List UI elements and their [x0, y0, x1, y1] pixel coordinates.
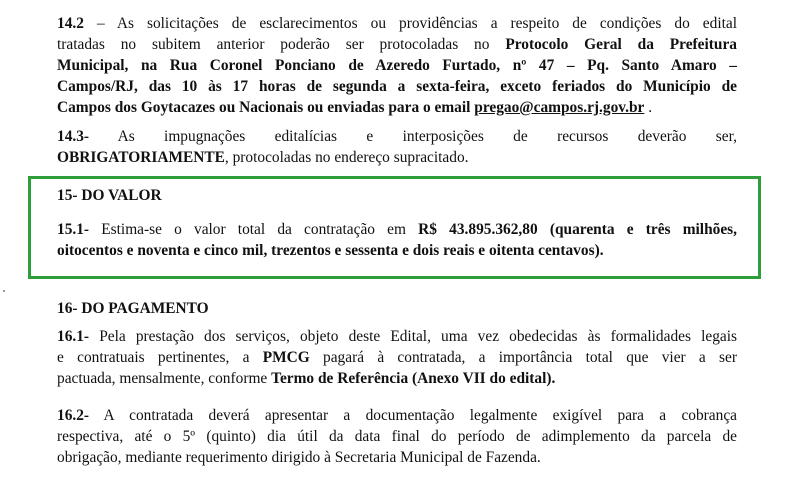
heading-15-do-valor: 15- DO VALOR — [57, 187, 162, 204]
text-line: Municipal, na Rua Coronel Ponciano de Azeredo Furtado, nº 47 – Pq. Santo Amaro – — [57, 57, 737, 74]
paragraph-14-2 — [57, 13, 737, 118]
paragraph-16-2 — [57, 405, 737, 468]
text-line: Campos dos Goytacazes ou Nacionais ou enviadas para o email pregao@campos.rj.gov.br . — [57, 99, 653, 116]
text-line: OBRIGATORIAMENTE, protocoladas no endereço supracitado. — [57, 149, 469, 166]
text-line: 14.2 – As solicitações de esclarecimentos ou providências a respeito de condições do edital — [57, 15, 737, 32]
text-line: 16.2- A contratada deverá apresentar a documentação legalmente exigível para a cobrança — [57, 407, 737, 424]
text-line: oitocentos e noventa e cinco mil, trezentos e sessenta e dois reais e oitenta centavos). — [57, 242, 604, 259]
text-line: 14.3- As impugnações editalícias e interposições de recursos deverão ser, — [57, 128, 737, 145]
text-line: e contratuais pertinentes, a PMCG pagará à contratada, a importância total que vier a ser — [57, 349, 737, 366]
text-line: respectiva, até o 5º (quinto) dia útil da data final do período de adimplemento da parcela de — [57, 428, 737, 445]
paragraph-15-1 — [57, 219, 737, 261]
paragraph-16-1 — [57, 326, 737, 389]
text-line: 16.1- Pela prestação dos serviços, objeto deste Edital, uma vez obedecidas às formalidades legais — [57, 328, 737, 345]
text-line: Campos/RJ, das 10 às 17 horas de segunda a sexta-feira, exceto feriados do Município de — [57, 78, 737, 95]
text-line: pactuada, mensalmente, conforme Termo de Referência (Anexo VII do edital). — [57, 370, 556, 387]
heading-16-do-pagamento: 16- DO PAGAMENTO — [57, 300, 209, 317]
text-line: obrigação, mediante requerimento dirigido à Secretaria Municipal de Fazenda. — [57, 449, 541, 466]
text-line: 15.1- Estima-se o valor total da contratação em R$ 43.895.362,80 (quarenta e três milhões, — [57, 221, 737, 238]
paragraph-14-3 — [57, 126, 737, 168]
text-line: tratadas no subitem anterior poderão ser protocoladas no Protocolo Geral da Prefeitura — [57, 36, 737, 53]
scan-speck — [3, 290, 5, 292]
